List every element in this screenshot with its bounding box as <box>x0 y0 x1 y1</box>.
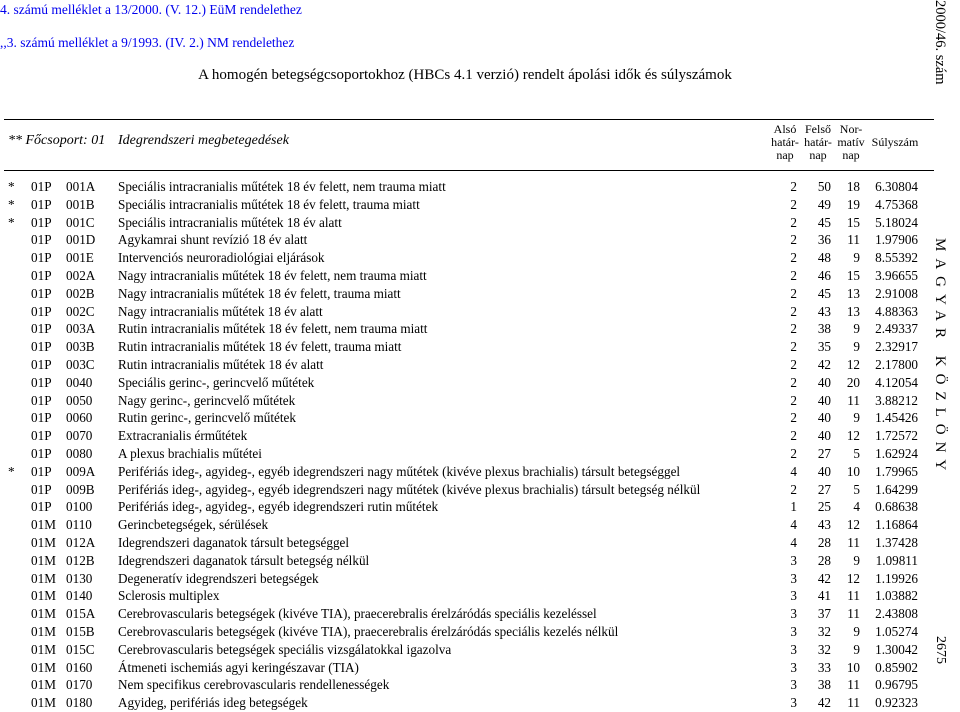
row-description: Átmeneti ischemiás agyi keringészavar (TIA) <box>118 659 359 675</box>
row-mdc: 01P <box>31 481 52 497</box>
row-mdc: 01P <box>31 374 52 390</box>
row-normative-days: 15 <box>846 214 860 230</box>
col-header-weight: Súlyszám <box>871 135 919 149</box>
row-upper-limit: 45 <box>817 214 831 230</box>
col-header-upper-l3: nap <box>809 148 827 162</box>
row-mdc: 01M <box>31 641 56 657</box>
row-description: Agykamrai shunt revízió 18 év alatt <box>118 232 308 248</box>
row-normative-days: 5 <box>853 481 860 497</box>
table-row <box>0 374 930 392</box>
row-mdc: 01M <box>31 570 56 586</box>
row-code: 0170 <box>66 677 93 693</box>
row-normative-days: 10 <box>846 463 860 479</box>
table-row <box>0 694 930 712</box>
row-mdc: 01P <box>31 179 52 194</box>
row-lower-limit: 3 <box>790 570 797 586</box>
row-weight: 0.85902 <box>875 659 918 675</box>
row-mdc: 01P <box>31 339 52 355</box>
row-upper-limit: 42 <box>817 356 831 372</box>
row-upper-limit: 33 <box>817 659 831 675</box>
row-code: 002B <box>66 285 95 301</box>
row-marker: * <box>8 214 15 230</box>
row-description: Nem specifikus cerebrovascularis rendellenességek <box>118 677 390 693</box>
row-weight: 4.75368 <box>875 196 918 212</box>
table-row <box>0 356 930 374</box>
row-mdc: 01P <box>31 392 52 408</box>
row-upper-limit: 43 <box>817 303 831 319</box>
row-upper-limit: 43 <box>817 517 831 533</box>
row-marker: * <box>8 179 15 194</box>
row-normative-days: 9 <box>853 339 860 355</box>
table-row <box>0 534 930 552</box>
row-description: Rutin intracranialis műtétek 18 év alatt <box>118 356 324 372</box>
row-upper-limit: 40 <box>817 428 831 444</box>
row-upper-limit: 40 <box>817 392 831 408</box>
row-mdc: 01P <box>31 267 52 283</box>
table-row <box>0 214 930 232</box>
header-line-1: 4. számú melléklet a 13/2000. (V. 12.) EüM rendelethez <box>0 2 302 17</box>
row-upper-limit: 45 <box>817 285 831 301</box>
row-normative-days: 9 <box>853 410 860 426</box>
table-row <box>0 659 930 677</box>
row-normative-days: 12 <box>846 570 860 586</box>
row-lower-limit: 4 <box>790 517 797 533</box>
row-code: 003C <box>66 356 95 372</box>
table-row <box>0 463 930 481</box>
table-row <box>0 249 930 267</box>
row-weight: 0.96795 <box>875 677 918 693</box>
row-lower-limit: 3 <box>790 677 797 693</box>
row-lower-limit: 3 <box>790 588 797 604</box>
row-code: 015C <box>66 641 95 657</box>
row-lower-limit: 2 <box>790 392 797 408</box>
col-header-lower-l3: nap <box>776 148 794 162</box>
row-description: Idegrendszeri daganatok társult betegséggel <box>118 534 350 550</box>
row-normative-days: 11 <box>847 695 860 711</box>
row-normative-days: 10 <box>846 659 860 675</box>
row-upper-limit: 46 <box>817 267 831 283</box>
row-weight: 3.96655 <box>875 267 918 283</box>
row-weight: 6.30804 <box>875 179 918 194</box>
table-row <box>0 445 930 463</box>
row-description: Rutin gerinc-, gerincvelő műtétek <box>118 410 296 426</box>
row-mdc: 01P <box>31 321 52 337</box>
col-header-normative <box>836 123 866 162</box>
row-upper-limit: 40 <box>817 463 831 479</box>
row-upper-limit: 32 <box>817 623 831 639</box>
row-code: 0110 <box>66 517 92 533</box>
row-code: 0100 <box>66 499 93 515</box>
row-weight: 4.12054 <box>875 374 918 390</box>
row-mdc: 01P <box>31 410 52 426</box>
table-row <box>0 303 930 321</box>
row-normative-days: 11 <box>847 534 860 550</box>
table-row <box>0 605 930 623</box>
row-marker: * <box>8 196 15 212</box>
row-description: Agyideg, perifériás ideg betegségek <box>118 695 308 711</box>
row-lower-limit: 2 <box>790 339 797 355</box>
table-row <box>0 427 930 445</box>
row-lower-limit: 2 <box>790 445 797 461</box>
row-code: 012B <box>66 552 95 568</box>
row-upper-limit: 25 <box>817 499 831 515</box>
row-normative-days: 9 <box>853 321 860 337</box>
table-row <box>0 196 930 214</box>
row-weight: 1.30042 <box>875 641 918 657</box>
row-mdc: 01M <box>31 677 56 693</box>
row-code: 001B <box>66 196 95 212</box>
row-weight: 1.19926 <box>875 570 918 586</box>
header-line-2: ,,3. számú melléklet a 9/1993. (IV. 2.) NM rendelethez <box>0 35 295 50</box>
table-row <box>0 320 930 338</box>
table-row <box>0 516 930 534</box>
row-weight: 1.72572 <box>875 428 918 444</box>
issue-label: 2000/46. szám <box>932 0 948 85</box>
row-lower-limit: 3 <box>790 641 797 657</box>
row-code: 001C <box>66 214 95 230</box>
row-weight: 1.62924 <box>875 445 918 461</box>
table-row <box>0 641 930 659</box>
group-title: Idegrendszeri megbetegedések <box>118 133 289 148</box>
row-description: Cerebrovascularis betegségek (kivéve TIA), praecerebralis érelzáródás speciális kezelés nélkül <box>118 623 619 639</box>
row-weight: 1.64299 <box>875 481 918 497</box>
table-row <box>0 587 930 605</box>
row-description: Nagy intracranialis műtétek 18 év alatt <box>118 303 323 319</box>
row-code: 0140 <box>66 588 93 604</box>
row-weight: 2.17800 <box>875 356 918 372</box>
row-weight: 3.88212 <box>875 392 918 408</box>
row-lower-limit: 4 <box>790 534 797 550</box>
row-upper-limit: 40 <box>817 374 831 390</box>
row-code: 015B <box>66 623 95 639</box>
row-description: Perifériás ideg-, agyideg-, egyéb idegrendszeri nagy műtétek (kivéve plexus brachialis) társult betegség nélkül <box>118 481 701 497</box>
row-upper-limit: 27 <box>817 445 831 461</box>
row-upper-limit: 50 <box>817 179 831 194</box>
row-description: Cerebrovascularis betegségek speciális vizsgálatokkal igazolva <box>118 641 452 657</box>
row-lower-limit: 2 <box>790 321 797 337</box>
table-row <box>0 570 930 588</box>
table-row <box>0 285 930 303</box>
row-description: Rutin intracranialis műtétek 18 év felett, nem trauma miatt <box>118 321 428 337</box>
row-weight: 2.32917 <box>875 339 918 355</box>
row-code: 003B <box>66 339 95 355</box>
row-weight: 5.18024 <box>875 214 918 230</box>
col-header-norm-l3: nap <box>842 148 860 162</box>
row-description: Intervenciós neuroradiológiai eljárások <box>118 250 325 266</box>
row-normative-days: 12 <box>846 356 860 372</box>
row-code: 0060 <box>66 410 93 426</box>
table-row <box>0 267 930 285</box>
col-header-norm-l2: matív <box>837 135 865 149</box>
row-mdc: 01M <box>31 623 56 639</box>
row-code: 002A <box>66 267 96 283</box>
row-weight: 1.09811 <box>875 552 918 568</box>
row-mdc: 01M <box>31 659 56 675</box>
row-code: 001A <box>66 179 96 194</box>
row-upper-limit: 42 <box>817 570 831 586</box>
table-row <box>0 338 930 356</box>
row-lower-limit: 2 <box>790 285 797 301</box>
row-normative-days: 9 <box>853 623 860 639</box>
row-code: 001E <box>66 250 94 266</box>
row-code: 0050 <box>66 392 93 408</box>
row-lower-limit: 2 <box>790 356 797 372</box>
row-lower-limit: 3 <box>790 552 797 568</box>
row-description: Perifériás ideg-, agyideg-, egyéb idegrendszeri rutin műtétek <box>118 499 439 515</box>
row-upper-limit: 38 <box>817 321 831 337</box>
col-header-norm-l1: Nor- <box>839 122 863 136</box>
row-code: 001D <box>66 232 96 248</box>
row-normative-days: 19 <box>846 196 860 212</box>
table-row <box>0 481 930 499</box>
row-normative-days: 13 <box>846 303 860 319</box>
row-weight: 1.16864 <box>875 517 918 533</box>
row-upper-limit: 36 <box>817 232 831 248</box>
row-code: 003A <box>66 321 96 337</box>
header-rule-top <box>4 119 934 120</box>
table-row <box>0 552 930 570</box>
row-normative-days: 13 <box>846 285 860 301</box>
col-header-upper <box>802 123 834 162</box>
row-code: 009A <box>66 463 96 479</box>
row-upper-limit: 42 <box>817 695 831 711</box>
row-code: 0040 <box>66 374 93 390</box>
row-mdc: 01P <box>31 250 52 266</box>
row-upper-limit: 40 <box>817 410 831 426</box>
table-row <box>0 409 930 427</box>
row-mdc: 01M <box>31 517 56 533</box>
row-lower-limit: 2 <box>790 428 797 444</box>
col-header-lower-l1: Alsó <box>773 122 797 136</box>
table-row <box>0 392 930 410</box>
row-normative-days: 11 <box>847 588 860 604</box>
row-weight: 1.45426 <box>875 410 918 426</box>
row-lower-limit: 2 <box>790 410 797 426</box>
row-lower-limit: 3 <box>790 659 797 675</box>
row-weight: 1.79965 <box>875 463 918 479</box>
row-mdc: 01M <box>31 588 56 604</box>
row-code: 015A <box>66 606 96 622</box>
row-upper-limit: 27 <box>817 481 831 497</box>
row-lower-limit: 3 <box>790 606 797 622</box>
row-lower-limit: 2 <box>790 303 797 319</box>
row-description: Cerebrovascularis betegségek (kivéve TIA), praecerebralis érelzáródás speciális kezeléssel <box>118 606 597 622</box>
row-mdc: 01P <box>31 285 52 301</box>
row-normative-days: 11 <box>847 392 860 408</box>
row-description: Gerincbetegségek, sérülések <box>118 517 269 533</box>
row-code: 0160 <box>66 659 93 675</box>
row-upper-limit: 28 <box>817 534 831 550</box>
header-rule-bottom <box>4 170 934 171</box>
row-mdc: 01M <box>31 695 56 711</box>
data-table <box>0 178 930 712</box>
row-description: Nagy intracranialis műtétek 18 év felett, nem trauma miatt <box>118 267 427 283</box>
row-weight: 1.97906 <box>875 232 918 248</box>
row-normative-days: 11 <box>847 677 860 693</box>
row-description: Extracranialis érműtétek <box>118 428 248 444</box>
row-normative-days: 4 <box>853 499 860 515</box>
row-lower-limit: 2 <box>790 196 797 212</box>
row-description: Nagy gerinc-, gerincvelő műtétek <box>118 392 296 408</box>
row-upper-limit: 28 <box>817 552 831 568</box>
row-code: 0130 <box>66 570 93 586</box>
row-lower-limit: 2 <box>790 179 797 194</box>
row-mdc: 01P <box>31 445 52 461</box>
col-header-upper-l1: Felső <box>804 122 831 136</box>
row-normative-days: 18 <box>846 179 860 194</box>
row-description: Speciális intracranialis műtétek 18 év felett, nem trauma miatt <box>118 179 446 194</box>
row-description: Nagy intracranialis műtétek 18 év felett, trauma miatt <box>118 285 401 301</box>
row-description: Speciális intracranialis műtétek 18 év felett, trauma miatt <box>118 196 420 212</box>
row-lower-limit: 4 <box>790 463 797 479</box>
row-description: Speciális intracranialis műtétek 18 év alatt <box>118 214 342 230</box>
row-normative-days: 15 <box>846 267 860 283</box>
row-weight: 1.37428 <box>875 534 918 550</box>
row-lower-limit: 2 <box>790 374 797 390</box>
row-normative-days: 9 <box>853 250 860 266</box>
row-marker: * <box>8 463 15 479</box>
col-header-lower-l2: határ- <box>771 135 799 149</box>
row-lower-limit: 2 <box>790 232 797 248</box>
row-mdc: 01P <box>31 499 52 515</box>
row-normative-days: 9 <box>853 552 860 568</box>
row-weight: 1.03882 <box>875 588 918 604</box>
row-code: 0070 <box>66 428 93 444</box>
row-normative-days: 12 <box>846 428 860 444</box>
table-row <box>0 623 930 641</box>
row-lower-limit: 3 <box>790 623 797 639</box>
row-weight: 8.55392 <box>875 250 918 266</box>
row-upper-limit: 48 <box>817 250 831 266</box>
row-description: Rutin intracranialis műtétek 18 év felett, trauma miatt <box>118 339 402 355</box>
row-upper-limit: 35 <box>817 339 831 355</box>
row-upper-limit: 49 <box>817 196 831 212</box>
row-mdc: 01P <box>31 196 52 212</box>
row-normative-days: 9 <box>853 641 860 657</box>
row-lower-limit: 2 <box>790 214 797 230</box>
row-lower-limit: 2 <box>790 250 797 266</box>
row-description: Degeneratív idegrendszeri betegségek <box>118 570 319 586</box>
row-weight: 2.43808 <box>875 606 918 622</box>
row-mdc: 01P <box>31 232 52 248</box>
row-normative-days: 11 <box>847 232 860 248</box>
row-description: Perifériás ideg-, agyideg-, egyéb idegrendszeri nagy műtétek (kivéve plexus brachialis) társult betegséggel <box>118 463 681 479</box>
table-row <box>0 178 930 196</box>
table-row <box>0 498 930 516</box>
row-description: A plexus brachialis műtétei <box>118 445 262 461</box>
row-code: 0080 <box>66 445 93 461</box>
row-mdc: 01M <box>31 606 56 622</box>
row-upper-limit: 41 <box>817 588 831 604</box>
row-mdc: 01P <box>31 303 52 319</box>
table-row <box>0 676 930 694</box>
row-weight: 2.49337 <box>875 321 918 337</box>
table-row <box>0 231 930 249</box>
row-weight: 2.91008 <box>875 285 918 301</box>
row-code: 0180 <box>66 695 93 711</box>
row-upper-limit: 38 <box>817 677 831 693</box>
row-normative-days: 5 <box>853 445 860 461</box>
row-description: Sclerosis multiplex <box>118 588 220 604</box>
row-mdc: 01P <box>31 463 52 479</box>
row-code: 002C <box>66 303 95 319</box>
row-weight: 0.68638 <box>875 499 918 515</box>
row-normative-days: 12 <box>846 517 860 533</box>
page-title: A homogén betegségcsoportokhoz (HBCs 4.1 verzió) rendelt ápolási idők és súlyszámok <box>198 67 732 83</box>
row-weight: 4.88363 <box>875 303 918 319</box>
row-mdc: 01M <box>31 534 56 550</box>
page-number: 2675 <box>933 636 948 664</box>
row-upper-limit: 32 <box>817 641 831 657</box>
col-header-lower <box>770 123 800 162</box>
row-code: 009B <box>66 481 95 497</box>
group-label: ** Főcsoport: 01 <box>8 133 106 148</box>
row-weight: 0.92323 <box>875 695 918 711</box>
row-code: 012A <box>66 534 96 550</box>
row-weight: 1.05274 <box>875 623 918 639</box>
row-lower-limit: 1 <box>790 499 797 515</box>
row-mdc: 01M <box>31 552 56 568</box>
row-mdc: 01P <box>31 214 52 230</box>
row-mdc: 01P <box>31 356 52 372</box>
journal-name: MAGYAR KÖZLÖNY <box>932 238 948 478</box>
row-description: Idegrendszeri daganatok társult betegség nélkül <box>118 552 370 568</box>
row-normative-days: 11 <box>847 606 860 622</box>
row-upper-limit: 37 <box>817 606 831 622</box>
row-lower-limit: 2 <box>790 481 797 497</box>
row-normative-days: 20 <box>846 374 860 390</box>
row-lower-limit: 3 <box>790 695 797 711</box>
col-header-upper-l2: határ- <box>804 135 832 149</box>
row-mdc: 01P <box>31 428 52 444</box>
row-lower-limit: 2 <box>790 267 797 283</box>
row-description: Speciális gerinc-, gerincvelő műtétek <box>118 374 315 390</box>
